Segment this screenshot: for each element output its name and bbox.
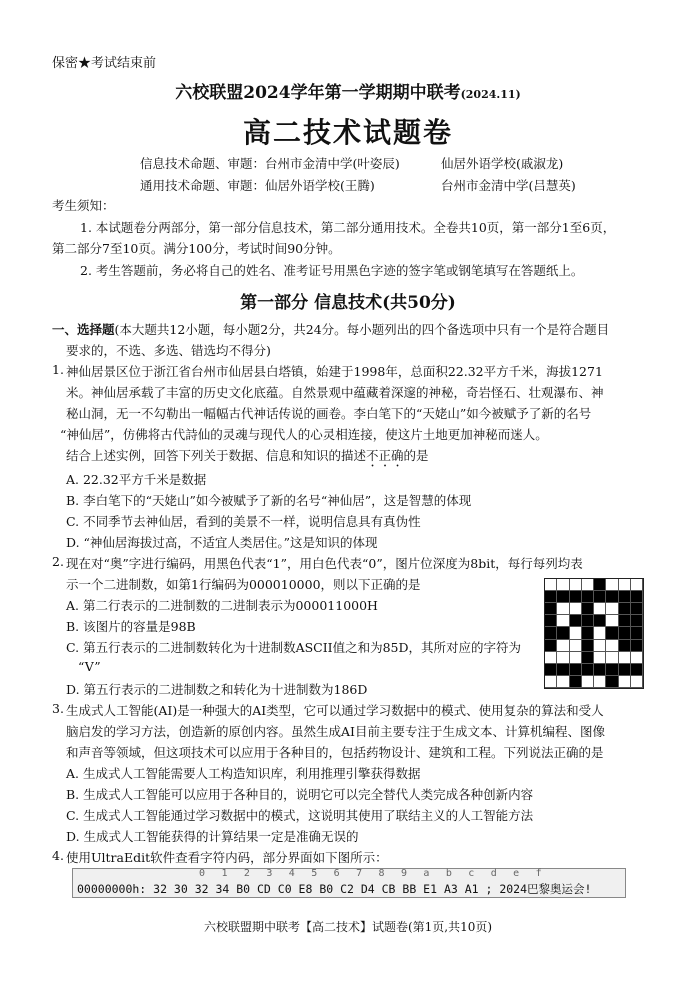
pixel-cell	[619, 676, 631, 688]
q3-option-d: D. 生成式人工智能获得的计算结果一定是准确无误的	[66, 829, 359, 844]
pixel-cell	[594, 664, 606, 676]
pixel-cell	[570, 640, 582, 652]
q1-line-4: “神仙居”，仿佛将古代詩仙的灵魂与现代人的心灵相连接，使这片土地更加神秘而迷人。	[60, 427, 548, 442]
q1-prompt-emphasis: 不正确	[366, 448, 404, 463]
authors-info-left: 信息技术命题、审题：台州市金清中学(叶姿辰)	[140, 156, 400, 171]
pixel-cell	[594, 640, 606, 652]
q3-line-3: 和声音等领域，但这项技术可以应用于各种目的，包括药物设计、建筑和工程。下列说法正确的是	[66, 745, 604, 760]
pixel-cell	[545, 627, 557, 639]
pixel-cell	[570, 615, 582, 627]
pixel-cell	[582, 591, 594, 603]
q2-option-c-cont: “V”	[78, 659, 101, 674]
union-title	[0, 78, 696, 103]
pixel-cell	[606, 652, 618, 664]
q2-line-1: 现在对“奥”字进行编码，用黑色代表“1”，用白色代表“0”，图片位深度为8bit，每行每列均表	[66, 556, 583, 571]
pixel-cell	[557, 591, 569, 603]
pixel-cell	[582, 676, 594, 688]
pixel-cell	[594, 652, 606, 664]
pixel-cell	[631, 579, 643, 591]
q3-line-2: 脑启发的学习方法，创造新的原创内容。虽然生成AI目前主要专注于生成文本、计算机编程、图像	[66, 724, 605, 739]
pixel-cell	[545, 676, 557, 688]
pixel-cell	[570, 591, 582, 603]
pixel-cell	[594, 615, 606, 627]
pixel-cell	[557, 579, 569, 591]
notice-item-1a: 1. 本试题卷分两部分，第一部分信息技术，第二部分通用技术。全卷共10页，第一部分1至6页，	[80, 220, 616, 235]
q4-number: 4.	[52, 848, 64, 863]
pixel-cell	[582, 640, 594, 652]
pixel-cell	[557, 676, 569, 688]
pixel-cell	[606, 603, 618, 615]
pixel-cell	[594, 676, 606, 688]
hex-row: 00000000h: 32 30 32 34 B0 CD C0 E8 B0 C2 D4 CB BB E1 A3 A1 ; 2024巴黎奥运会!	[77, 882, 592, 896]
pixel-cell	[606, 664, 618, 676]
pixel-cell	[545, 591, 557, 603]
q3-option-c: C. 生成式人工智能通过学习数据中的模式，这说明其使用了联结主义的人工智能方法	[66, 808, 534, 823]
pixel-cell	[631, 615, 643, 627]
pixel-cell	[545, 579, 557, 591]
pixel-cell	[557, 627, 569, 639]
q1-line-2: 米。神仙居承载了丰富的历史文化底蕴。自然景观中蕴藏着深邃的神秘，奇岩怪石、壮观瀑布、神	[66, 385, 604, 400]
notice-item-2: 2. 考生答题前，务必将自己的姓名、准考证号用黑色字迹的签字笔或钢笔填写在答题纸上。	[80, 263, 584, 278]
page-footer: 六校联盟期中联考【高二技术】试题卷(第1页,共10页)	[203, 920, 493, 934]
pixel-cell	[606, 627, 618, 639]
pixel-cell	[619, 652, 631, 664]
pixel-cell	[570, 627, 582, 639]
pixel-cell	[545, 640, 557, 652]
pixel-cell	[557, 615, 569, 627]
pixel-cell	[619, 664, 631, 676]
pixel-cell	[570, 676, 582, 688]
pixel-cell	[619, 640, 631, 652]
pixel-cell	[582, 664, 594, 676]
union-title-text: 六校联盟2024学年第一学期期中联考	[175, 83, 461, 103]
section-title: 第一部分 信息技术(共50分)	[240, 293, 456, 313]
pixel-cell	[594, 603, 606, 615]
q4-line-1: 使用UltraEdit软件查看字符内码，部分界面如下图所示：	[66, 850, 388, 865]
pixel-cell	[631, 664, 643, 676]
pixel-cell	[619, 591, 631, 603]
pixel-cell	[619, 603, 631, 615]
notice-item-1b: 第二部分7至10页。满分100分，考试时间90分钟。	[52, 241, 341, 256]
authors-general-left: 通用技术命题、审题：仙居外语学校(王腾)	[140, 178, 375, 193]
hex-column-header: 0 1 2 3 4 5 6 7 8 9 a b c d e f	[199, 868, 547, 879]
pixel-cell	[606, 579, 618, 591]
q2-option-a: A. 第二行表示的二进制数的二进制表示为000011000H	[66, 598, 378, 613]
q2-line-2: 示一个二进制数，如第1行编码为000010000，则以下正确的是	[66, 577, 421, 592]
pixel-cell	[570, 652, 582, 664]
part-desc-b: 要求的，不选、多选、错选均不得分)	[66, 343, 271, 358]
exam-date: (2024.11)	[460, 88, 521, 101]
q1-option-d: D. “神仙居海拔过高，不适宜人类居住。”这是知识的体现	[66, 535, 378, 550]
confidential-label: 保密★考试结束前	[52, 56, 157, 71]
pixel-cell	[619, 627, 631, 639]
pixel-cell	[557, 640, 569, 652]
pixel-cell	[582, 603, 594, 615]
q2-option-d: D. 第五行表示的二进制数之和转化为十进制数为186D	[66, 682, 368, 697]
q1-prompt-c: 的是	[403, 448, 429, 463]
q3-number: 3.	[52, 701, 64, 716]
page-title: 高二技术试题卷	[242, 116, 453, 149]
q1-option-a: A. 22.32平方千米是数据	[66, 472, 207, 487]
notice-label: 考生须知：	[52, 198, 115, 213]
pixel-cell	[594, 627, 606, 639]
pixel-cell	[582, 627, 594, 639]
pixel-cell	[545, 615, 557, 627]
pixel-cell	[557, 603, 569, 615]
q1-option-b: B. 李白笔下的“天姥山”如今被赋予了新的名号“神仙居”，这是智慧的体现	[66, 493, 472, 508]
pixel-cell	[570, 603, 582, 615]
pixel-cell	[594, 579, 606, 591]
pixel-cell	[545, 664, 557, 676]
pixel-cell	[545, 652, 557, 664]
q1-prompt-a: 结合上述实例，回答下列关于数据、信息和知识的描述	[66, 448, 367, 463]
pixel-cell	[557, 652, 569, 664]
part-desc-a: (本大题共12小题，每小题2分，共24分。每小题列出的四个备选项中只有一个是符合题目	[114, 322, 610, 337]
pixel-cell	[606, 591, 618, 603]
pixel-cell	[631, 603, 643, 615]
q3-option-b: B. 生成式人工智能可以应用于各种目的，说明它可以完全替代人类完成各种创新内容	[66, 787, 534, 802]
authors-general-right: 台州市金清中学(吕慧英)	[441, 178, 576, 193]
pixel-cell	[570, 579, 582, 591]
ultraedit-hex-view	[72, 868, 626, 898]
pixel-cell	[582, 615, 594, 627]
q2-option-c: C. 第五行表示的二进制数转化为十进制数ASCII值之和为85D，其所对应的字符为	[66, 640, 522, 655]
q1-line-1: 神仙居景区位于浙江省台州市仙居县白塔镇，始建于1998年，总面积22.32平方千米，海拔1271	[66, 364, 603, 379]
pixel-cell	[619, 615, 631, 627]
pixel-cell	[631, 627, 643, 639]
pixel-cell	[619, 579, 631, 591]
part-heading	[52, 320, 609, 338]
pixel-cell	[631, 640, 643, 652]
authors-info-right: 仙居外语学校(戚淑龙)	[441, 156, 564, 171]
q3-line-1: 生成式人工智能(AI)是一种强大的AI类型，它可以通过学习数据中的模式、使用复杂的算法和受人	[66, 703, 604, 718]
q2-number: 2.	[52, 554, 64, 569]
pixel-cell	[606, 615, 618, 627]
pixel-cell	[582, 652, 594, 664]
q3-option-a: A. 生成式人工智能需要人工构造知识库，利用推理引擎获得数据	[66, 766, 421, 781]
q1-prompt	[66, 446, 429, 470]
q1-option-c: C. 不同季节去神仙居，看到的美景不一样，说明信息具有真伪性	[66, 514, 421, 529]
pixel-cell	[606, 640, 618, 652]
pixel-grid-image	[544, 578, 644, 689]
pixel-cell	[557, 664, 569, 676]
pixel-cell	[631, 591, 643, 603]
pixel-cell	[545, 603, 557, 615]
pixel-cell	[606, 676, 618, 688]
pixel-cell	[594, 591, 606, 603]
pixel-cell	[631, 676, 643, 688]
part-label: 一、选择题	[52, 322, 115, 337]
q1-line-3: 秘山洞，无一不勾勒出一幅幅古代神话传说的画卷。李白笔下的“天姥山”如今被赋予了新的名号	[66, 406, 592, 421]
pixel-cell	[631, 652, 643, 664]
pixel-cell	[570, 664, 582, 676]
pixel-cell	[582, 579, 594, 591]
q2-option-b: B. 该图片的容量是98B	[66, 619, 196, 634]
q1-number: 1.	[52, 362, 64, 377]
